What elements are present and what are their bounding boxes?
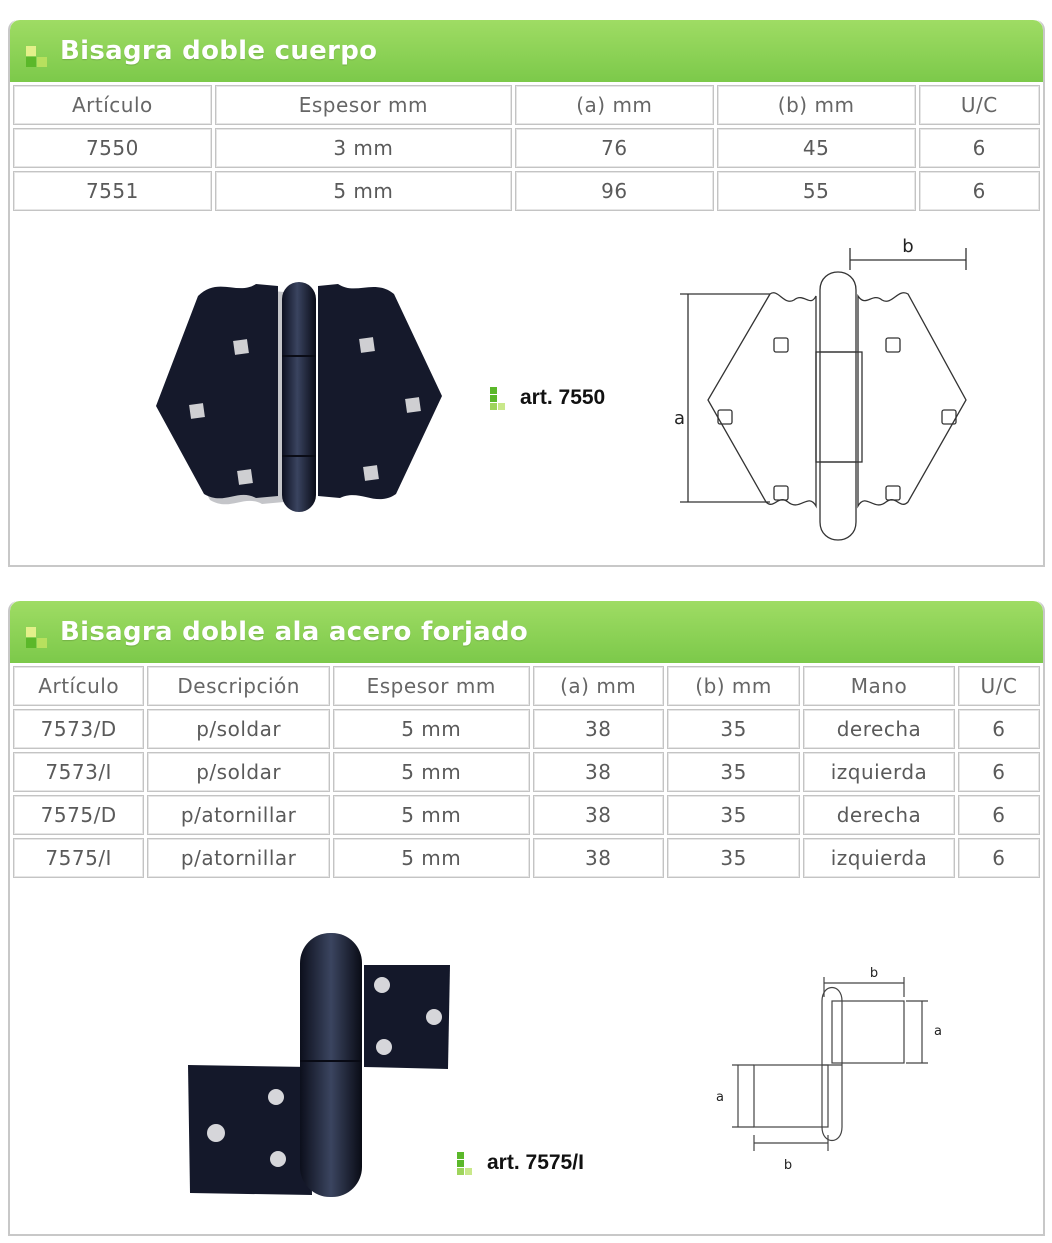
table-cell: 76 xyxy=(515,128,714,168)
table-cell: 35 xyxy=(667,752,800,792)
table-cell: 38 xyxy=(533,752,664,792)
table-cell: 7551 xyxy=(13,171,212,211)
table-cell: 5 mm xyxy=(333,838,530,878)
table-cell: 38 xyxy=(533,838,664,878)
header-cell: Espesor mm xyxy=(215,85,512,125)
article-label-text: art. 7575/I xyxy=(487,1151,584,1174)
header-cell: U/C xyxy=(958,666,1040,706)
spec-table xyxy=(10,82,1043,214)
header-cell: Mano xyxy=(803,666,954,706)
table-cell: 6 xyxy=(958,752,1040,792)
section-header xyxy=(10,20,1043,82)
table-cell: 5 mm xyxy=(333,752,530,792)
table-row xyxy=(13,128,1040,168)
table-cell: 96 xyxy=(515,171,714,211)
header-cell: (a) mm xyxy=(533,666,664,706)
product-section-doble-ala xyxy=(8,601,1045,1236)
header-cell: U/C xyxy=(919,85,1041,125)
table-cell: p/atornillar xyxy=(147,795,330,835)
table-cell: 38 xyxy=(533,795,664,835)
green-bullet-icon xyxy=(26,40,54,68)
dimension-label-a-left: a xyxy=(716,1090,724,1105)
article-label xyxy=(490,386,605,410)
table-row xyxy=(13,171,1040,211)
table-cell: izquierda xyxy=(803,838,954,878)
green-bullet-icon xyxy=(490,387,512,409)
table-cell: p/soldar xyxy=(147,752,330,792)
green-bullet-icon xyxy=(457,1152,479,1174)
section-title: Bisagra doble cuerpo xyxy=(60,36,378,66)
hinge-diagram-7550 xyxy=(660,230,990,550)
dimension-label-b-bottom: b xyxy=(783,1158,793,1173)
header-cell: Descripción xyxy=(147,666,330,706)
dimension-label-a-right: a xyxy=(934,1024,942,1039)
table-cell: derecha xyxy=(803,709,954,749)
table-cell: 38 xyxy=(533,709,664,749)
header-cell: (b) mm xyxy=(717,85,916,125)
table-cell: p/atornillar xyxy=(147,838,330,878)
table-cell: 5 mm xyxy=(215,171,512,211)
table-row xyxy=(13,752,1040,792)
table-cell: derecha xyxy=(803,795,954,835)
header-cell: (b) mm xyxy=(667,666,800,706)
table-cell: 5 mm xyxy=(333,709,530,749)
hinge-photo-7575 xyxy=(178,927,468,1207)
table-cell: 7573/I xyxy=(13,752,144,792)
dimension-label-b: b xyxy=(902,236,914,257)
article-label-text: art. 7550 xyxy=(520,386,606,409)
table-cell: 7573/D xyxy=(13,709,144,749)
table-header-row xyxy=(13,666,1040,706)
table-cell: 6 xyxy=(958,838,1040,878)
header-cell: Artículo xyxy=(13,85,212,125)
table-cell: 6 xyxy=(919,128,1041,168)
table-cell: 45 xyxy=(717,128,916,168)
table-cell: 6 xyxy=(958,709,1040,749)
table-cell: 35 xyxy=(667,709,800,749)
table-row xyxy=(13,795,1040,835)
table-cell: 35 xyxy=(667,795,800,835)
table-row xyxy=(13,838,1040,878)
hinge-diagram-7575 xyxy=(702,961,952,1181)
table-header-row xyxy=(13,85,1040,125)
table-cell: 7550 xyxy=(13,128,212,168)
table-cell: p/soldar xyxy=(147,709,330,749)
table-cell: 35 xyxy=(667,838,800,878)
dimension-label-a: a xyxy=(674,408,686,429)
header-cell: (a) mm xyxy=(515,85,714,125)
spec-table xyxy=(10,663,1043,881)
table-cell: 3 mm xyxy=(215,128,512,168)
section-title: Bisagra doble ala acero forjado xyxy=(60,617,529,647)
table-cell: 55 xyxy=(717,171,916,211)
article-label xyxy=(457,1151,584,1175)
table-cell: 6 xyxy=(958,795,1040,835)
table-cell: 6 xyxy=(919,171,1041,211)
product-section-doble-cuerpo xyxy=(8,20,1045,567)
green-bullet-icon xyxy=(26,621,54,649)
hinge-photo-7550 xyxy=(138,256,458,526)
table-row xyxy=(13,709,1040,749)
header-cell: Artículo xyxy=(13,666,144,706)
section-header xyxy=(10,601,1043,663)
table-cell: 7575/I xyxy=(13,838,144,878)
header-cell: Espesor mm xyxy=(333,666,530,706)
dimension-label-b-top: b xyxy=(869,966,879,981)
table-cell: izquierda xyxy=(803,752,954,792)
table-cell: 5 mm xyxy=(333,795,530,835)
table-cell: 7575/D xyxy=(13,795,144,835)
